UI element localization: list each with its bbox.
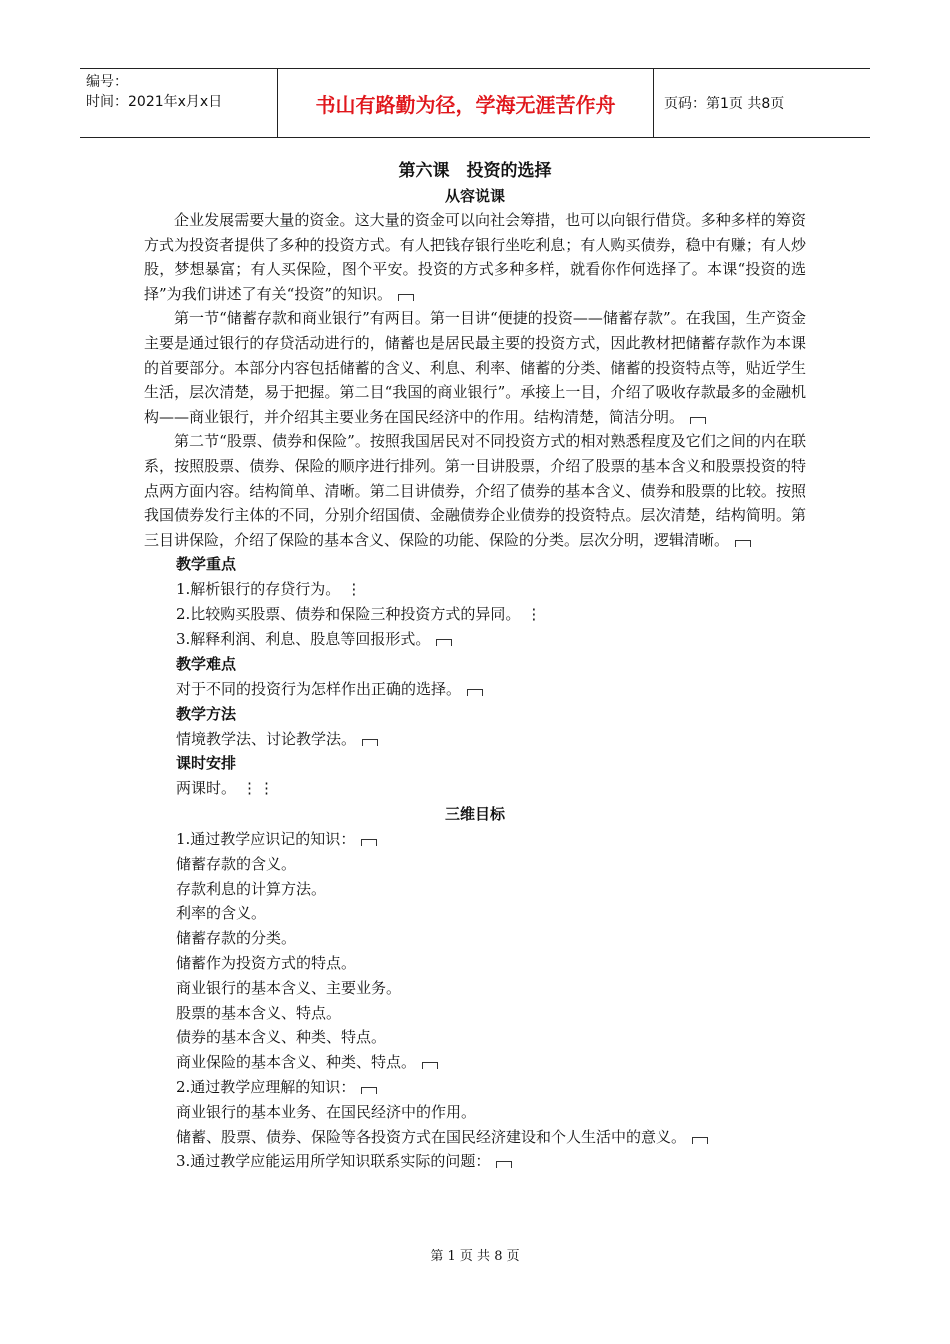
paragraph-mark-icon [496, 1161, 512, 1168]
document-body [144, 158, 806, 1174]
list-item: 商业保险的基本含义、种类、特点。 [144, 1050, 806, 1075]
list-item: 储蓄、股票、债券、保险等各投资方式在国民经济建设和个人生活中的意义。 [144, 1125, 806, 1150]
paragraph-mark-icon [422, 1062, 438, 1069]
section-heading: 教学难点 [176, 654, 237, 673]
paragraph: 第二节“股票、债券和保险”。按照我国居民对不同投资方式的相对熟悉程度及它们之间的内在联系，按照股票、债券、保险的顺序进行排列。第一目讲股票，介绍了股票的基本含义和股票投资的特点两方面内容。结构简单、清晰。第二目讲债券，介绍了债券的基本含义、债券和股票的比较。按照我国债券发行主体的不同，分别介绍国债、金融债券企业债券的投资特点。层次清楚，结构简明。第三目讲保险，介绍了保险的基本含义、保险的功能、保险的分类。层次分明，逻辑清晰。 [144, 432, 806, 549]
section-heading: 课时安排 [176, 754, 237, 773]
list-item: 存款利息的计算方法。 [176, 879, 327, 898]
list-item: 商业银行的基本含义、主要业务。 [176, 978, 402, 997]
objective-title: 2.通过教学应理解的知识： [144, 1075, 806, 1100]
number-label: 编号： [86, 74, 128, 90]
paragraph: 第一节“储蓄存款和商业银行”有两目。第一目讲“便捷的投资——储蓄存款”。在我国，生产资金主要是通过银行的存贷活动进行的，储蓄也是居民最主要的投资方式，因此教材把储蓄存款作为本课的首要部分。本部分内容包括储蓄的含义、利息、利率、储蓄的分类、储蓄的投资特点等，贴近学生生活，层次清楚，易于把握。第二目“我国的商业银行”。承接上一目，介绍了吸收存款最多的金融机构——商业银行，并介绍其主要业务在国民经济中的作用。结构清楚，简洁分明。 [144, 309, 806, 426]
list-item: 两课时。 ⋮⋮ [176, 779, 277, 798]
header-motto: 书山有路勤为径，学海无涯苦作舟 [278, 69, 654, 137]
list-item: 2.比较购买股票、债券和保险三种投资方式的异同。 ⋮ [176, 605, 544, 624]
list-item: 3.解释利润、利息、股息等回报形式。 [144, 627, 806, 652]
paragraph-mark-icon [361, 839, 377, 846]
section-heading: 教学重点 [176, 555, 237, 574]
list-item: 储蓄存款的分类。 [176, 929, 297, 948]
list-item: 情境教学法、讨论教学法。 [144, 727, 806, 752]
line-mark-icon: ⋮ [346, 580, 364, 599]
list-item: 储蓄作为投资方式的特点。 [176, 954, 357, 973]
time-label: 时间：2021年x月x日 [86, 94, 223, 110]
list-item: 股票的基本含义、特点。 [176, 1003, 342, 1022]
list-item: 利率的含义。 [176, 904, 267, 923]
list-item: 商业银行的基本业务、在国民经济中的作用。 [176, 1102, 477, 1121]
objective-title: 3.通过教学应能运用所学知识联系实际的问题： [144, 1149, 806, 1174]
objective-title: 1.通过教学应识记的知识： [144, 827, 806, 852]
header-meta [80, 69, 278, 137]
line-mark-icon: ⋮⋮ [242, 779, 277, 798]
paragraph-mark-icon [398, 294, 414, 301]
paragraph-mark-icon [692, 1137, 708, 1144]
paragraph-mark-icon [735, 540, 751, 547]
paragraph-mark-icon [361, 1087, 377, 1094]
list-item: 1.解析银行的存贷行为。 ⋮ [176, 580, 364, 599]
line-mark-icon: ⋮ [526, 605, 544, 624]
list-item: 对于不同的投资行为怎样作出正确的选择。 [144, 677, 806, 702]
paragraph-mark-icon [436, 639, 452, 646]
section-heading: 教学方法 [176, 704, 237, 723]
list-item: 债券的基本含义、种类、特点。 [176, 1028, 387, 1047]
paragraph-mark-icon [467, 689, 483, 696]
list-item: 储蓄存款的含义。 [176, 854, 297, 873]
page-footer: 第 1 页 共 8 页 [430, 1249, 520, 1264]
section-heading: 三维目标 [444, 805, 505, 824]
doc-title: 第六课 投资的选择 [398, 161, 552, 181]
doc-subtitle: 从容说课 [444, 187, 505, 205]
paragraph: 企业发展需要大量的资金。这大量的资金可以向社会筹措，也可以向银行借贷。多种多样的筹资方式为投资者提供了多种的投资方式。有人把钱存银行坐吃利息；有人购买债券，稳中有赚；有人炒股，梦想暴富；有人买保险，图个平安。投资的方式多种多样，就看你作何选择了。本课“投资的选择”为我们讲述了有关“投资”的知识。 [144, 211, 806, 303]
page-header [80, 68, 870, 138]
paragraph-mark-icon [362, 739, 378, 746]
header-page-info: 页码：第1页 共8页 [664, 96, 785, 112]
paragraph-mark-icon [690, 417, 706, 424]
